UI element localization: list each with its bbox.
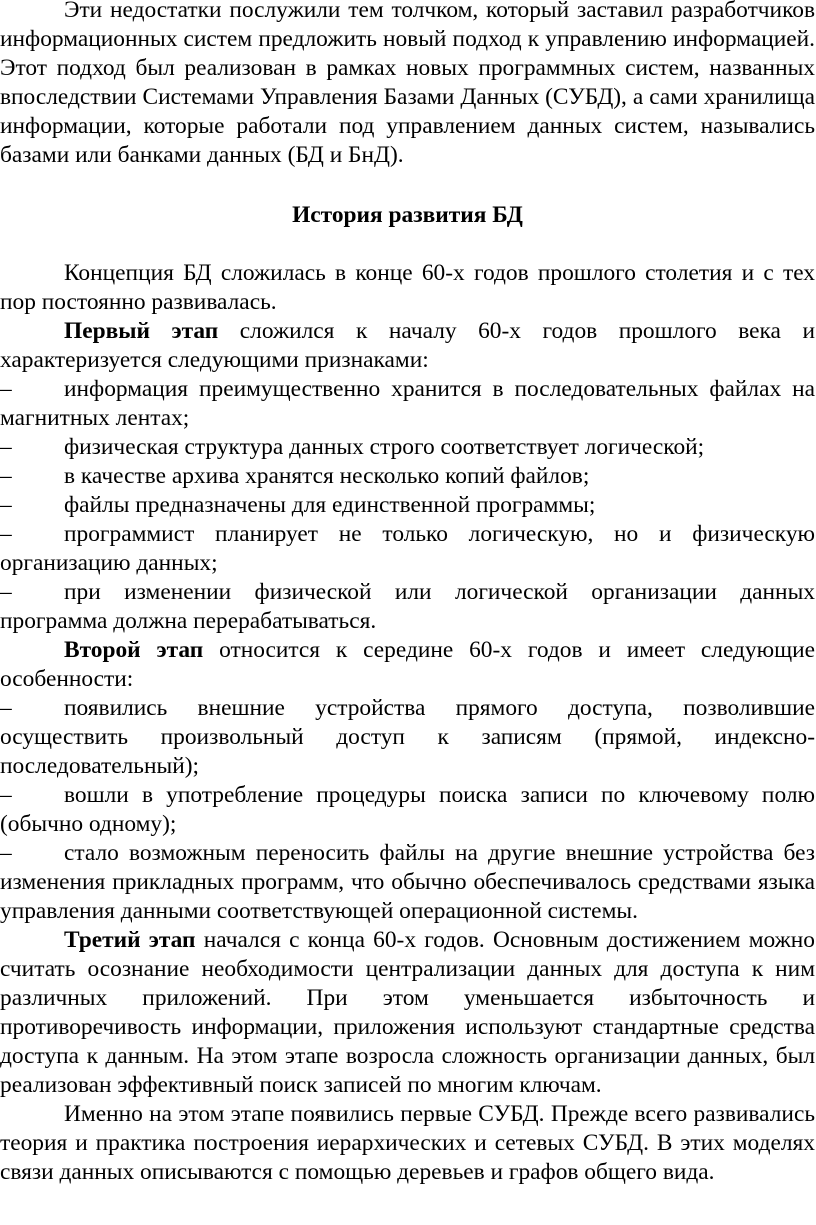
list-item-text: при изменении физической или логической организации данных программа должна перерабатываться. (0, 579, 815, 634)
dash-bullet: – (0, 463, 12, 489)
list-item (0, 520, 815, 578)
dash-bullet: – (0, 782, 12, 808)
list-item-text: файлы предназначены для единственной программы; (64, 492, 596, 518)
stage1-paragraph (0, 317, 815, 375)
dash-bullet: – (0, 521, 12, 547)
intro-paragraph: Эти недостатки послужили тем толчком, который заставил разработчиков информационных систем предложить новый подход к управлению информацией. Этот подход был реализован в рамках новых программных систем, названных впоследствии Системами Управления Базами Данных (СУБД), а сами хранилища информации, которые работали под управлением данных систем, назывались базами или банками данных (БД и БнД). (0, 0, 815, 168)
section-title: История развития БД (292, 202, 523, 228)
stage3-text: начался с конца 60-х годов. Основным достижением можно считать осознание необходимости централизации данных для доступа к ним различных приложений. При этом уменьшается избыточность и противоречивость информации, приложения используют стандартные средства доступа к данным. На этом этапе возросла сложность организации данных, был реализован эффективный поиск записей по многим ключам. (0, 927, 816, 1098)
list-item-text: появились внешние устройства прямого доступа, позволившие осуществить произвольный доступ к записям (прямой, индексно-последовательный); (0, 695, 815, 779)
list-item (0, 462, 815, 491)
list-item (0, 578, 815, 636)
dash-bullet: – (0, 434, 12, 460)
list-item-text: стало возможным переносить файлы на другие внешние устройства без изменения прикладных программ, что обычно обеспечивалось средствами языка управления данными соответствующей операционной системы. (0, 840, 815, 924)
stage2-paragraph (0, 636, 815, 694)
list-item (0, 433, 815, 462)
list-item (0, 694, 815, 781)
dash-bullet: – (0, 579, 12, 605)
list-item-text: программист планирует не только логическую, но и физическую организацию данных; (0, 521, 815, 576)
stage3-label: Третий этап (64, 927, 196, 953)
stage1-text: сложился к началу 60-х годов прошлого века и характеризуется следующими признаками: (0, 318, 815, 373)
stage2-list (0, 694, 815, 926)
list-item (0, 491, 815, 520)
stage1-list (0, 375, 815, 636)
list-item-text: физическая структура данных строго соответствует логической; (64, 434, 705, 460)
dash-bullet: – (0, 840, 12, 866)
list-item (0, 375, 815, 433)
stage1-label: Первый этап (64, 318, 219, 344)
stage2-label: Второй этап (64, 637, 204, 663)
concept-paragraph: Концепция БД сложилась в конце 60-х годов прошлого столетия и с тех пор постоянно развивалась. (0, 260, 815, 315)
dash-bullet: – (0, 376, 12, 402)
final-paragraph: Именно на этом этапе появились первые СУБД. Прежде всего развивались теория и практика построения иерархических и сетевых СУБД. В этих моделях связи данных описываются с помощью деревьев и графов общего вида. (0, 1101, 815, 1185)
list-item (0, 839, 815, 926)
list-item-text: информация преимущественно хранится в последовательных файлах на магнитных лентах; (0, 376, 815, 431)
stage2-text: относится к середине 60-х годов и имеет следующие особенности: (0, 637, 815, 692)
dash-bullet: – (0, 492, 12, 518)
list-item-text: в качестве архива хранятся несколько копий файлов; (64, 463, 590, 489)
list-item-text: вошли в употребление процедуры поиска записи по ключевому полю (обычно одному); (0, 782, 815, 837)
stage3-paragraph (0, 926, 815, 1100)
dash-bullet: – (0, 695, 12, 721)
list-item (0, 781, 815, 839)
